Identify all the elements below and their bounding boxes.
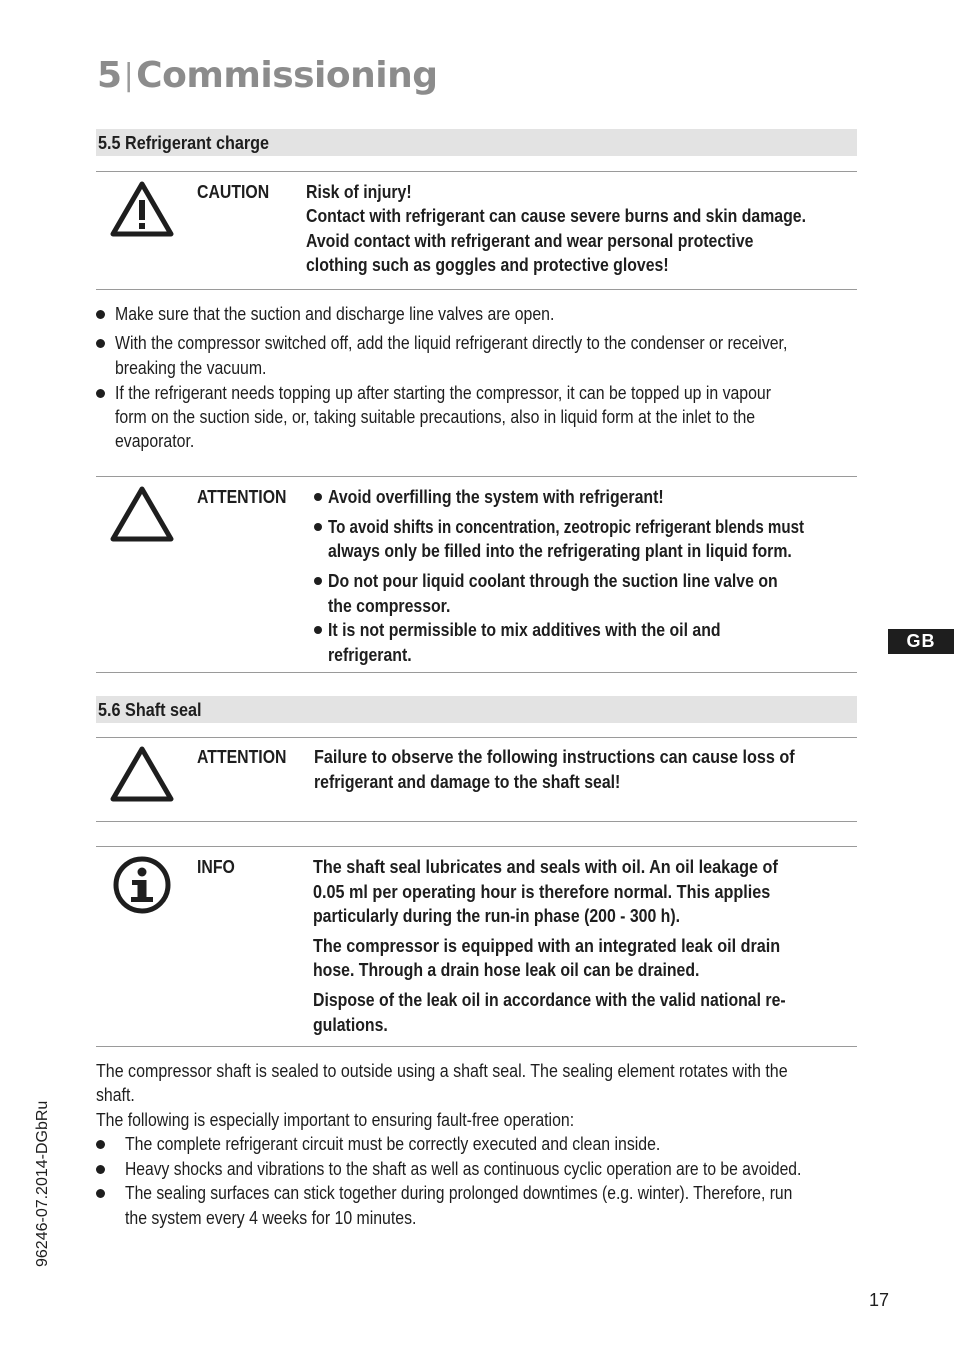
chapter-title: Commissioning — [136, 55, 438, 96]
caution-text-line: clothing such as goggles and protective gloves! — [306, 255, 669, 275]
info-label: INFO — [197, 857, 235, 877]
info-icon — [112, 855, 172, 915]
section-5-6-bar — [96, 696, 857, 723]
attention-icon — [109, 745, 175, 803]
info-text-line: Dispose of the leak oil in accordance with the valid national re- — [313, 990, 786, 1010]
attention-icon — [109, 485, 175, 543]
info-text-line: particularly during the run-in phase (200 - 300 h). — [313, 906, 681, 926]
caution-text-line: Risk of injury! — [306, 182, 412, 202]
divider — [96, 821, 857, 822]
attention-item: Do not pour liquid coolant through the suction line valve on — [328, 571, 778, 591]
bullet — [96, 1140, 105, 1149]
attention-item: always only be filled into the refrigerating plant in liquid form. — [328, 541, 792, 561]
bullet — [96, 389, 105, 398]
caution-text-line: Contact with refrigerant can cause severe burns and skin damage. — [306, 206, 807, 226]
divider — [96, 846, 857, 847]
bullet-text: Heavy shocks and vibrations to the shaft as well as continuous cyclic operation are to be avoided. — [125, 1159, 802, 1179]
divider — [96, 1046, 857, 1047]
attention-item: It is not permissible to mix additives with the oil and — [328, 620, 721, 640]
bullet — [96, 1165, 105, 1174]
attention-text-line: refrigerant and damage to the shaft seal! — [314, 772, 621, 792]
attention-text-line: Failure to observe the following instructions can cause loss of — [314, 747, 795, 767]
info-text-line: The shaft seal lubricates and seals with oil. An oil leakage of — [313, 857, 778, 877]
info-text-line: 0.05 ml per operating hour is therefore normal. This applies — [313, 882, 771, 902]
bullet-text: The complete refrigerant circuit must be correctly executed and clean inside. — [125, 1134, 661, 1154]
divider — [96, 672, 857, 673]
divider — [96, 171, 857, 172]
chapter-separator: | — [123, 58, 134, 93]
attention-item: the compressor. — [328, 596, 451, 616]
body-text-line: The following is especially important to ensuring fault-free operation: — [96, 1110, 575, 1130]
bullet — [96, 1189, 105, 1198]
bullet-text: evaporator. — [115, 431, 195, 451]
language-tab: GB — [888, 629, 954, 654]
section-5-6-title: 5.6 Shaft seal — [98, 700, 202, 720]
bullet — [314, 626, 322, 634]
divider — [96, 737, 857, 738]
warning-icon — [109, 180, 175, 238]
chapter-heading — [97, 55, 437, 96]
attention-label: ATTENTION — [197, 487, 287, 507]
attention-item: refrigerant. — [328, 645, 412, 665]
attention-label: ATTENTION — [197, 747, 287, 767]
page-number: 17 — [869, 1290, 890, 1310]
document-id: 96246-07.2014-DGbRu — [34, 1100, 51, 1267]
caution-label: CAUTION — [197, 182, 270, 202]
bullet — [96, 339, 105, 348]
section-5-5-bar — [96, 129, 857, 156]
info-text-line: gulations. — [313, 1015, 388, 1035]
bullet-text: form on the suction side, or, taking suitable precautions, also in liquid form at the inlet to the — [115, 407, 756, 427]
bullet — [96, 310, 105, 319]
bullet — [314, 577, 322, 585]
attention-item: To avoid shifts in concentration, zeotropic refrigerant blends must — [328, 517, 805, 537]
chapter-number: 5 — [97, 55, 122, 96]
bullet-text: the system every 4 weeks for 10 minutes. — [125, 1208, 417, 1228]
body-text-line: The compressor shaft is sealed to outside using a shaft seal. The sealing element rotates with the — [96, 1061, 788, 1081]
divider — [96, 289, 857, 290]
body-text-line: shaft. — [96, 1085, 135, 1105]
attention-item: Avoid overfilling the system with refrigerant! — [328, 487, 664, 507]
caution-text-line: Avoid contact with refrigerant and wear personal protective — [306, 231, 754, 251]
bullet — [314, 523, 322, 531]
bullet-text: With the compressor switched off, add the liquid refrigerant directly to the condenser or receiver, — [115, 333, 788, 353]
section-5-5-title: 5.5 Refrigerant charge — [98, 133, 270, 153]
divider — [96, 476, 857, 477]
info-text-line: hose. Through a drain hose leak oil can be drained. — [313, 960, 700, 980]
bullet-text: If the refrigerant needs topping up after starting the compressor, it can be topped up in vapour — [115, 383, 772, 403]
info-text-line: The compressor is equipped with an integrated leak oil drain — [313, 936, 781, 956]
bullet-text: breaking the vacuum. — [115, 358, 267, 378]
bullet-text: The sealing surfaces can stick together during prolonged downtimes (e.g. winter). Therefore, run — [125, 1183, 793, 1203]
bullet — [314, 493, 322, 501]
bullet-text: Make sure that the suction and discharge line valves are open. — [115, 304, 555, 324]
